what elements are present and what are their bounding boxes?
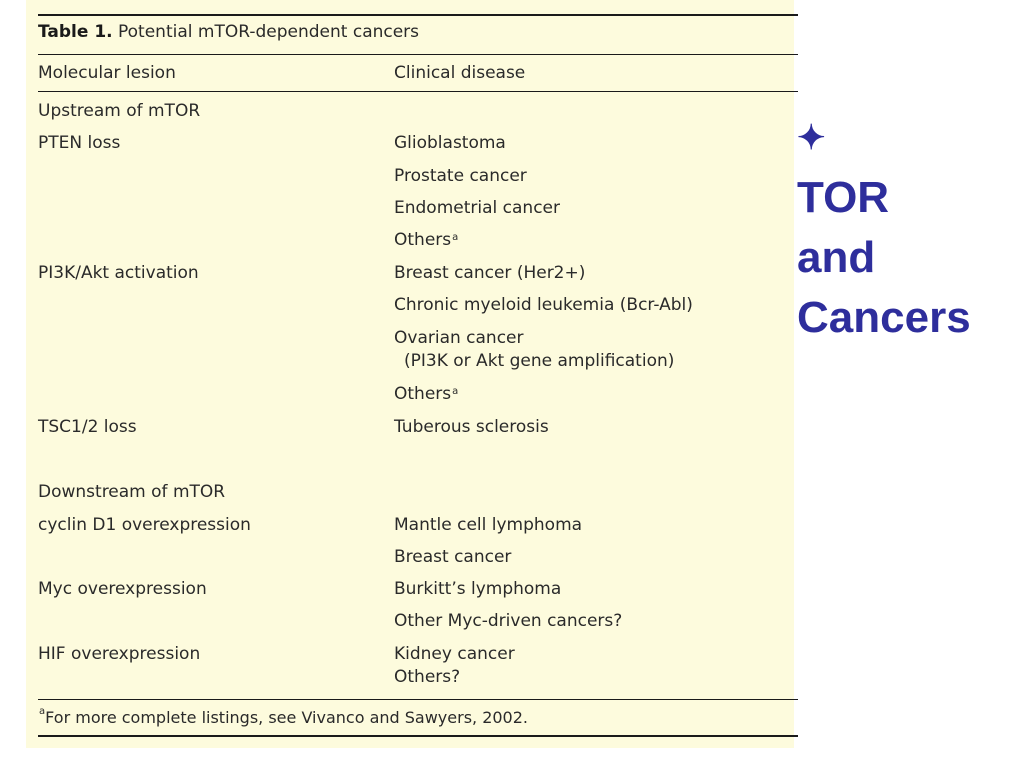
disease-glioblastoma: Glioblastoma (394, 133, 506, 153)
table-bottom-rule (38, 735, 798, 737)
disease-other-myc: Other Myc-driven cancers? (394, 611, 623, 631)
footnote-marker: a (39, 706, 46, 717)
disease-others-hif: Others? (394, 667, 461, 687)
slide-title (797, 108, 1022, 348)
lesion-tsc: TSC1/2 loss (38, 417, 137, 437)
title-word-and: and (797, 233, 876, 282)
disease-breast-her2: Breast cancer (Her2+) (394, 263, 586, 283)
disease-prostate: Prostate cancer (394, 166, 527, 186)
header-molecular-lesion: Molecular lesion (38, 63, 176, 83)
header-rule (38, 91, 798, 92)
disease-breast: Breast cancer (394, 547, 512, 567)
disease-tuberous-sclerosis: Tuberous sclerosis (394, 417, 549, 437)
disease-cml: Chronic myeloid leukemia (Bcr-Abl) (394, 295, 693, 315)
title-word-cancers: Cancers (797, 293, 971, 342)
footnote-rule (38, 699, 798, 700)
others-pten-label: Others (394, 230, 452, 250)
section-downstream: Downstream of mTOR (38, 482, 226, 502)
title-word-tor: TOR (797, 173, 890, 222)
table-footnote (38, 708, 528, 727)
table-caption (38, 22, 419, 42)
slide-title-line-1 (797, 108, 1022, 228)
lesion-myc: Myc overexpression (38, 579, 207, 599)
lesion-hif: HIF overexpression (38, 644, 201, 664)
table-panel (26, 0, 794, 748)
disease-ovarian-note: (PI3K or Akt gene amplification) (404, 351, 675, 371)
header-clinical-disease: Clinical disease (394, 63, 526, 83)
lesion-pten: PTEN loss (38, 133, 121, 153)
disease-others-pi3k (394, 384, 458, 404)
disease-burkitt: Burkitt’s lymphoma (394, 579, 562, 599)
disease-kidney: Kidney cancer (394, 644, 515, 664)
disease-ovarian: Ovarian cancer (394, 328, 524, 348)
lesion-pi3k: PI3K/Akt activation (38, 263, 199, 283)
disease-mantle-cell: Mantle cell lymphoma (394, 515, 583, 535)
disease-endometrial: Endometrial cancer (394, 198, 560, 218)
others-pi3k-label: Others (394, 384, 452, 404)
table-caption-label: Table 1. (38, 22, 113, 42)
table-top-rule (38, 14, 798, 16)
footnote-text: For more complete listings, see Vivanco and Sawyers, 2002. (45, 708, 528, 727)
disease-others-pten (394, 230, 458, 250)
star-bullet-icon: ✦ (797, 119, 826, 157)
table-caption-text: Potential mTOR-dependent cancers (112, 22, 420, 42)
lesion-cyclin: cyclin D1 overexpression (38, 515, 251, 535)
footnote-marker: a (452, 232, 459, 243)
caption-rule (38, 54, 798, 55)
footnote-marker: a (452, 386, 459, 397)
section-upstream: Upstream of mTOR (38, 101, 201, 121)
